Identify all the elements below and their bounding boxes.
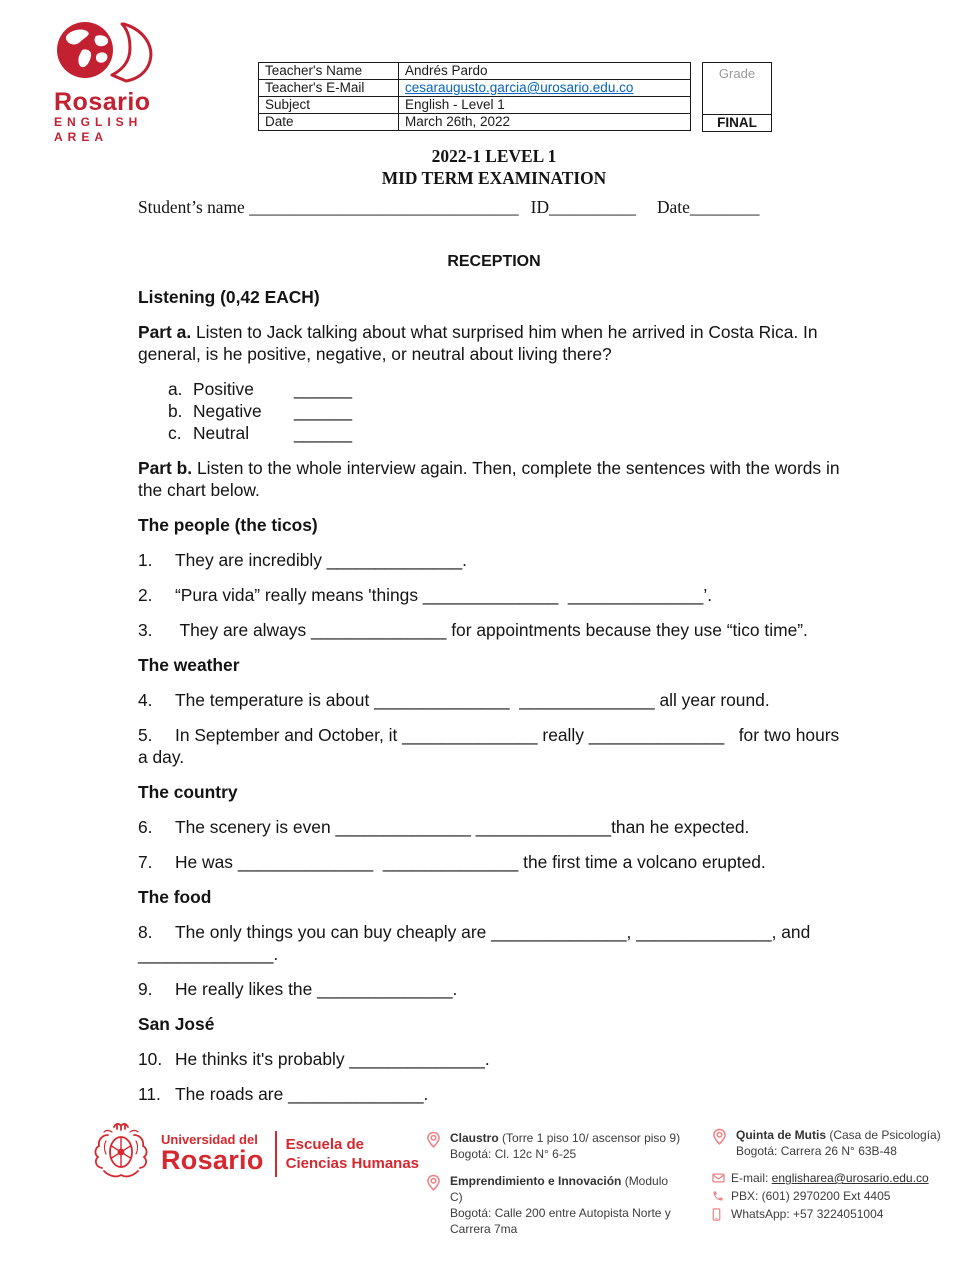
pbx-number: PBX: (601) 2970200 Ext 4405 — [731, 1189, 891, 1203]
location-detail: (Modulo C) — [450, 1174, 672, 1204]
exam-title-line-2: MID TERM EXAMINATION — [381, 168, 607, 188]
id-label: ID — [530, 197, 550, 217]
student-name-label: Student’s name — [138, 197, 250, 217]
email-label: E-mail: — [731, 1171, 772, 1185]
teacher-name-value: Andrés Pardo — [399, 63, 691, 80]
table-row — [259, 80, 691, 97]
logo-line-area: AREA — [54, 130, 109, 144]
table-row — [259, 97, 691, 114]
question-text: He thinks it's probably ______________. — [175, 1049, 490, 1069]
section-title-reception: RECEPTION — [447, 253, 541, 270]
option-label: Neutral — [193, 423, 250, 443]
location-name: Quinta de Mutis — [736, 1128, 826, 1142]
pbx-contact-row — [712, 1188, 976, 1204]
email-contact-row — [712, 1170, 976, 1186]
question-item-4 — [138, 689, 850, 711]
part-a-label: Part a. — [138, 322, 192, 342]
location-address: Bogotá: Carrera 26 N° 63B-48 — [736, 1144, 897, 1158]
question-text: They are always ______________ for appointments because they use “tico time”. — [175, 620, 808, 640]
question-item-3 — [138, 619, 850, 641]
subject-value: English - Level 1 — [399, 97, 691, 114]
footer-contact-column — [712, 1127, 976, 1222]
group-heading-food: The food — [138, 887, 212, 907]
question-number: 6. — [138, 817, 153, 837]
option-answer-blank: ______ — [294, 401, 353, 421]
part-a-instructions — [138, 321, 850, 365]
location-quinta-de-mutis — [712, 1127, 976, 1159]
part-a-options — [138, 378, 850, 444]
location-address: Bogotá: Cl. 12c N° 6-25 — [450, 1147, 577, 1161]
logo-divider — [275, 1131, 277, 1177]
map-pin-icon — [426, 1130, 442, 1162]
option-answer-blank: ______ — [294, 379, 353, 399]
option-letter: b. — [168, 401, 183, 421]
question-text: The only things you can buy cheaply are ______________, ______________, and ______________. — [138, 922, 816, 964]
table-row — [259, 114, 691, 131]
question-item-11 — [138, 1083, 850, 1105]
location-name: Claustro — [450, 1131, 499, 1145]
map-pin-icon — [426, 1173, 442, 1237]
logo-wordmark: Rosario — [54, 88, 151, 116]
option-positive — [138, 378, 850, 400]
question-number: 7. — [138, 852, 153, 872]
logo-line-english: ENGLISH — [54, 115, 143, 129]
university-crest-icon — [90, 1121, 152, 1186]
question-text: The temperature is about ______________ ______________ all year round. — [175, 690, 770, 710]
teacher-email-label: Teacher's E-Mail — [259, 80, 399, 97]
question-number: 10. — [138, 1049, 163, 1069]
question-number: 2. — [138, 585, 153, 605]
footer-locations-column — [426, 1130, 682, 1248]
teacher-info-table — [258, 62, 772, 133]
university-name-top: Universidad del — [161, 1132, 258, 1147]
exam-body — [138, 145, 850, 1118]
group-heading-people: The people (the ticos) — [138, 515, 318, 535]
question-item-10 — [138, 1048, 850, 1070]
option-letter: c. — [168, 423, 182, 443]
phone-icon — [712, 1190, 725, 1202]
map-pin-icon — [712, 1127, 728, 1159]
question-number: 8. — [138, 922, 153, 942]
student-info-line — [138, 196, 850, 218]
option-letter: a. — [168, 379, 183, 399]
question-text: “Pura vida” really means 'things ______________ ______________’. — [175, 585, 713, 605]
exam-title-line-1: 2022-1 LEVEL 1 — [431, 146, 557, 166]
group-heading-weather: The weather — [138, 655, 240, 675]
location-claustro — [426, 1130, 682, 1162]
option-negative — [138, 400, 850, 422]
footer-email-link[interactable]: englisharea@urosario.edu.co — [771, 1171, 929, 1185]
group-heading-country: The country — [138, 782, 238, 802]
university-name: Rosario — [161, 1145, 264, 1175]
grade-label: Grade — [718, 66, 756, 81]
date-blank: ________ — [689, 197, 760, 217]
whatsapp-contact-row — [712, 1206, 976, 1222]
location-detail: (Torre 1 piso 10/ ascensor piso 9) — [498, 1131, 681, 1145]
school-name-line-2: Ciencias Humanas — [285, 1154, 420, 1172]
table-row — [259, 63, 691, 80]
part-b-instructions — [138, 457, 850, 501]
location-detail: (Casa de Psicología) — [826, 1128, 941, 1142]
question-text: He was ______________ ______________ the first time a volcano erupted. — [175, 852, 766, 872]
question-number: 1. — [138, 550, 153, 570]
option-neutral — [138, 422, 850, 444]
part-a-text: Listen to Jack talking about what surprised him when he arrived in Costa Rica. In general, is he positive, negative, or neutral about living there? — [138, 322, 823, 364]
question-number: 11. — [138, 1084, 161, 1104]
question-text: He really likes the ______________. — [175, 979, 458, 999]
question-item-1 — [138, 549, 850, 571]
question-text: They are incredibly ______________. — [175, 550, 467, 570]
question-text: In September and October, it ______________ really ______________ for two hours a day. — [138, 725, 845, 767]
grade-box — [702, 62, 772, 132]
date-field-label: Date — [656, 197, 690, 217]
question-text: The scenery is even ______________ ______________than he expected. — [175, 817, 750, 837]
location-address: Bogotá: Calle 200 entre Autopista Norte y — [450, 1206, 671, 1220]
subject-label: Subject — [259, 97, 399, 114]
id-blank: __________ — [549, 197, 636, 217]
envelope-icon — [712, 1173, 725, 1183]
universidad-del-rosario-logo — [90, 1121, 419, 1186]
listening-heading: Listening (0,42 EACH) — [138, 287, 320, 307]
question-item-5 — [138, 724, 850, 768]
question-item-6 — [138, 816, 850, 838]
option-answer-blank: ______ — [294, 423, 353, 443]
question-item-7 — [138, 851, 850, 873]
question-number: 9. — [138, 979, 153, 999]
teacher-email-link[interactable]: cesaraugusto.garcia@urosario.edu.co — [405, 80, 634, 95]
student-name-blank: _______________________________ — [249, 197, 519, 217]
location-name: Emprendimiento e Innovación — [450, 1174, 622, 1188]
option-label: Positive — [193, 379, 254, 399]
question-number: 3. — [138, 620, 153, 640]
whatsapp-number: WhatsApp: +57 3224051004 — [731, 1207, 884, 1221]
question-number: 4. — [138, 690, 153, 710]
question-number: 5. — [138, 725, 153, 745]
part-b-label: Part b. — [138, 458, 193, 478]
date-value: March 26th, 2022 — [399, 114, 691, 131]
date-label: Date — [259, 114, 399, 131]
part-b-text: Listen to the whole interview again. Then, complete the sentences with the words in the chart below. — [138, 458, 845, 500]
school-name-line-1: Escuela de — [285, 1135, 365, 1153]
globe-speech-bubble-icon — [54, 71, 172, 88]
question-item-9 — [138, 978, 850, 1000]
rosario-english-area-logo — [54, 20, 194, 145]
question-item-8 — [138, 921, 850, 965]
final-badge: FINAL — [703, 114, 771, 131]
location-address: Carrera 7ma — [450, 1222, 518, 1236]
group-heading-san-jose: San José — [138, 1014, 215, 1034]
location-emprendimiento — [426, 1173, 682, 1237]
option-label: Negative — [193, 401, 262, 421]
question-item-2 — [138, 584, 850, 606]
question-text: The roads are ______________. — [175, 1084, 429, 1104]
mobile-phone-icon — [712, 1208, 725, 1221]
teacher-name-label: Teacher's Name — [259, 63, 399, 80]
